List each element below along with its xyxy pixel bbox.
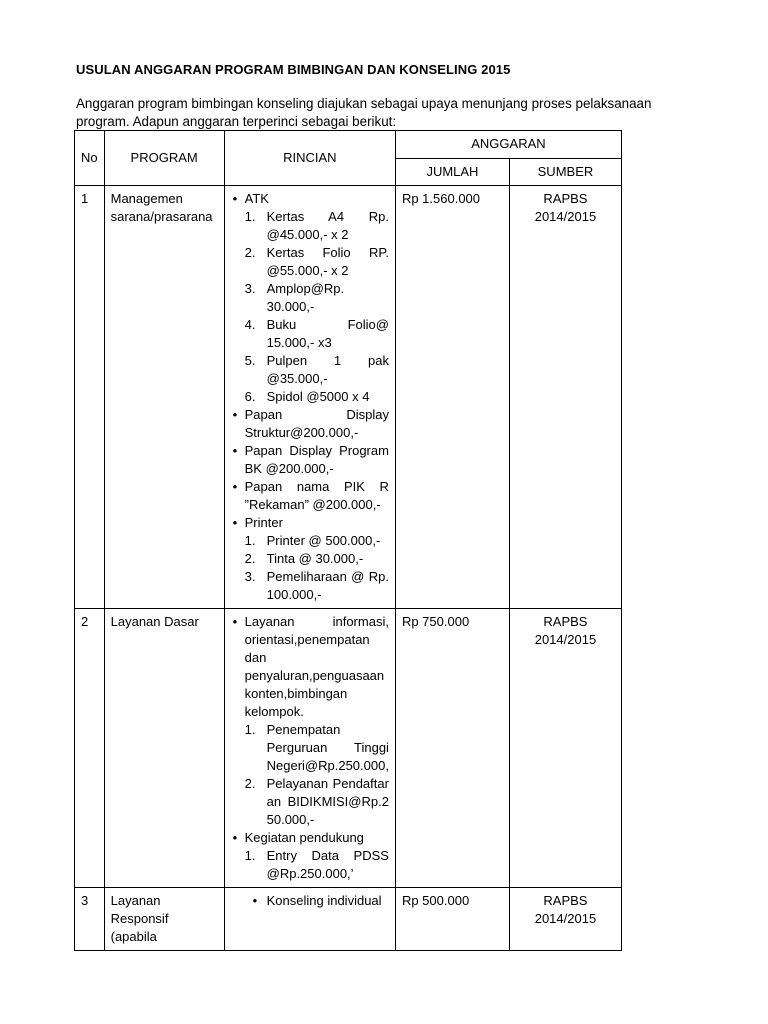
- row-program: Managemen sarana/prasarana: [104, 186, 224, 609]
- row-program: Layanan Responsif (apabila: [104, 888, 224, 951]
- document-title: USULAN ANGGARAN PROGRAM BIMBINGAN DAN KONSELING 2015: [76, 62, 511, 77]
- list-item: 1. Printer @ 500.000,-: [244, 533, 381, 548]
- row-jumlah: Rp 1.560.000: [395, 186, 509, 609]
- row-sumber: RAPBS 2014/2015: [509, 888, 621, 951]
- budget-table: [74, 130, 622, 951]
- list-item: 4. Buku Folio@ 15.000,- x3: [244, 317, 389, 350]
- list-item: 1. Kertas A4 Rp. @45.000,- x 2: [244, 209, 389, 242]
- table-row: [75, 609, 622, 888]
- header-rincian: RINCIAN: [224, 131, 395, 186]
- list-item: 3. Pemeliharaan @ Rp. 100.000,-: [244, 569, 389, 602]
- list-item: 6. Spidol @5000 x 4: [244, 389, 370, 404]
- header-no: No: [75, 131, 105, 186]
- list-item: 2. Pelayanan Pendaftaran BIDIKMISI@Rp.250.000,-: [244, 776, 389, 827]
- row-sumber: RAPBS 2014/2015: [509, 186, 621, 609]
- row-no: 2: [75, 609, 105, 888]
- row-no: 3: [75, 888, 105, 951]
- row-rincian: [224, 609, 395, 888]
- list-item: 1. Penempatan Perguruan Tinggi Negeri@Rp.250.000,: [244, 722, 389, 773]
- list-item: • ATK 1. Kertas A4 Rp. @45.000,- x 2 2. Kertas Folio RP. @55.000,- x 2 3. Amplop@Rp. 30.000,- 4. Buku Folio@ 15.000,- x3 5. Pulpen 1 pak @35.000,- 6. Spidol @5000 x 4: [245, 190, 389, 406]
- row-program: Layanan Dasar: [104, 609, 224, 888]
- row-no: 1: [75, 186, 105, 609]
- list-item: 5. Pulpen 1 pak @35.000,-: [244, 353, 389, 386]
- row-jumlah: Rp 750.000: [395, 609, 509, 888]
- intro-paragraph: Anggaran program bimbingan konseling diajukan sebagai upaya menunjang proses pelaksanaan program. Adapun anggaran terperinci sebagai berikut:: [76, 96, 652, 129]
- list-item: • Layanan informasi, orientasi,penempatan dan penyaluran,penguasaan konten,bimbingan kelompok. 1. Penempatan Perguruan Tinggi Negeri@Rp.250.000, 2. Pelayanan Pendaftaran BIDIKMISI@Rp.250.000,-: [245, 613, 389, 829]
- list-item: • Konseling individual: [267, 892, 389, 910]
- list-item: • Papan nama PIK R ”Rekaman” @200.000,-: [245, 478, 389, 514]
- row-sumber: RAPBS 2014/2015: [509, 609, 621, 888]
- row-jumlah: Rp 500.000: [395, 888, 509, 951]
- row-rincian: [224, 186, 395, 609]
- row-rincian: [224, 888, 395, 951]
- list-item: 1. Entry Data PDSS @Rp.250.000,’: [244, 848, 389, 881]
- list-item: 3. Amplop@Rp. 30.000,-: [244, 281, 345, 314]
- table-row: [75, 186, 622, 609]
- list-item: • Papan Display Struktur@200.000,-: [245, 406, 389, 442]
- list-item: • Printer 1. Printer @ 500.000,- 2. Tinta @ 30.000,- 3. Pemeliharaan @ Rp. 100.000,-: [245, 514, 389, 604]
- table-row: [75, 888, 622, 951]
- list-item: 2. Tinta @ 30.000,-: [244, 551, 364, 566]
- header-jumlah: JUMLAH: [395, 158, 509, 186]
- header-program: PROGRAM: [104, 131, 224, 186]
- list-item: • Papan Display Program BK @200.000,-: [245, 442, 389, 478]
- header-anggaran: ANGGARAN: [395, 131, 621, 159]
- header-sumber: SUMBER: [509, 158, 621, 186]
- list-item: 2. Kertas Folio RP. @55.000,- x 2: [244, 245, 389, 278]
- list-item: • Kegiatan pendukung 1. Entry Data PDSS @Rp.250.000,’: [245, 829, 389, 883]
